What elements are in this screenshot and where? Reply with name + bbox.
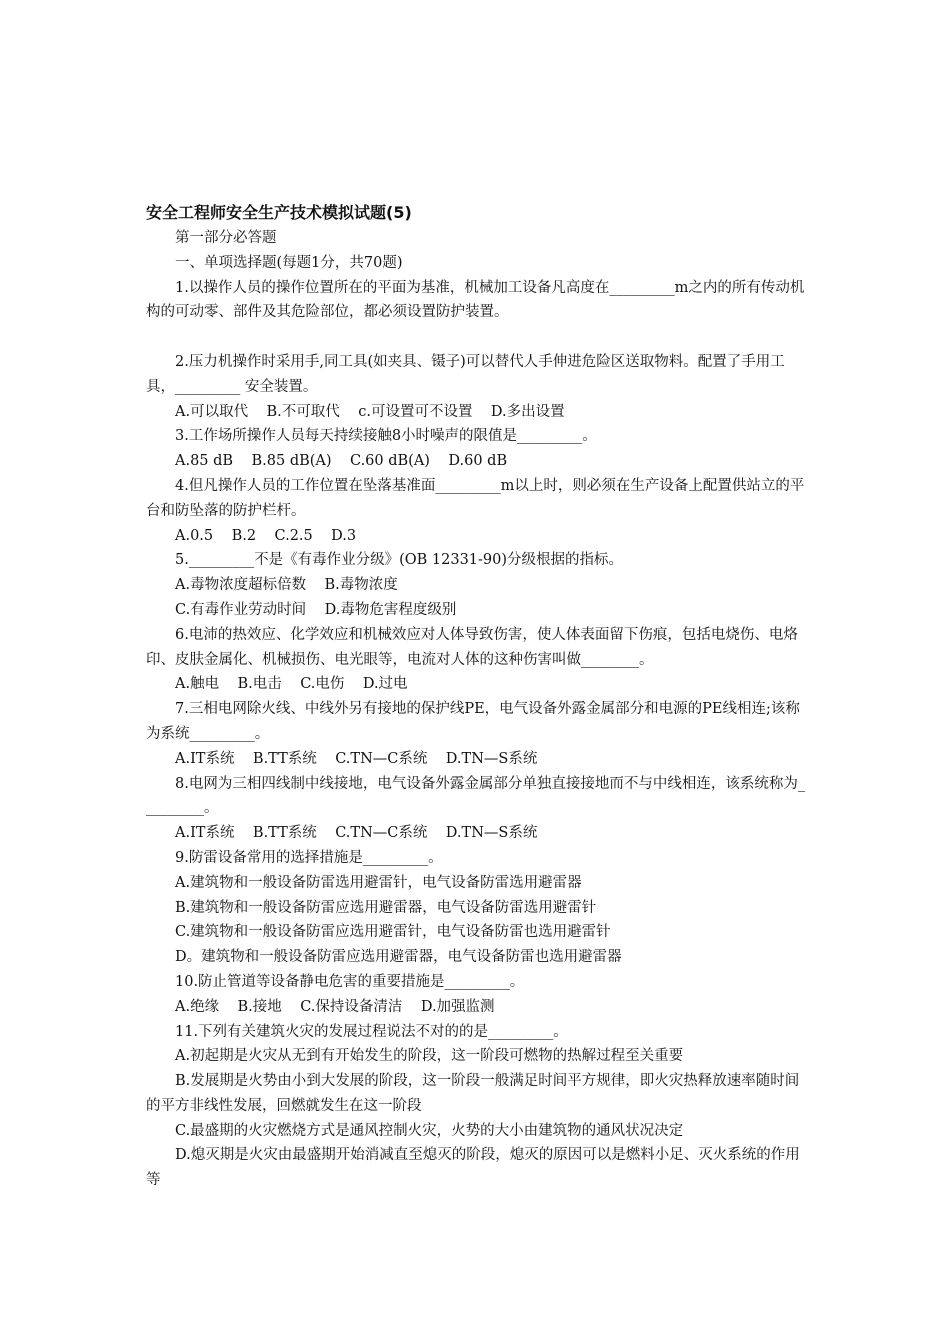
question-text: 3.工作场所操作人员每天持续接触8小时噪声的限值是_________。 [175, 428, 597, 445]
option-line: A.0.5 B.2 C.2.5 D.3 [175, 527, 357, 544]
question-text: 5._________不是《有毒作业分级》(OB 12331-90)分级根据的指标。 [175, 552, 624, 569]
question-text: 7.三相电网除火线、中线外另有接地的保护线PE，电气设备外露金属部分和电源的PE线相连;该称为系统_________。 [146, 701, 800, 742]
question-text: 8.电网为三相四线制中线接地，电气设备外露金属部分单独直接接地而不与中线相连，该系统称为_________。 [146, 775, 806, 817]
question-text: 2.压力机操作时采用手,同工具(如夹具、镊子)可以替代人手伸进危险区送取物料。配置了手用工具，_________ 安全装置。 [146, 353, 785, 395]
option-line: B.发展期是火势由小到大发展的阶段，这一阶段一般满足时间平方规律，即火灾热释放速率随时间的平方非线性发展，回燃就发生在这一阶段 [146, 1073, 800, 1114]
question-list [146, 276, 806, 1193]
question-text: 11.下列有关建筑火灾的发展过程说法不对的的是_________。 [175, 1023, 568, 1040]
option-line: C.有毒作业劳动时间 D.毒物危害程度级别 [175, 601, 457, 618]
question-text: 1.以操作人员的操作位置所在的平面为基准，机械加工设备凡高度在_________m之内的所有传动机构的可动零、部件及其危险部位，都必须设置防护装置。 [146, 279, 805, 321]
option-line: A.IT系统 B.TT系统 C.TN—C系统 D.TN—S系统 [175, 750, 538, 767]
option-line: A.可以取代 B.不可取代 c.可设置可不设置 D.多出设置 [175, 403, 565, 420]
section-heading: 一、单项选择题(每题1分，共70题) [175, 254, 403, 271]
question-text: 4.但凡操作人员的工作位置在坠落基准面_________m以上时，则必须在生产设备上配置供站立的平台和防坠落的防护栏杆。 [146, 477, 805, 519]
option-line: A.毒物浓度超标倍数 B.毒物浓度 [175, 577, 398, 594]
option-line: B.建筑物和一般设备防雷应选用避雷器，电气设备防雷选用避雷针 [175, 899, 597, 916]
option-line: C.最盛期的火灾燃烧方式是通风控制火灾，火势的大小由建筑物的通风状况决定 [175, 1122, 684, 1139]
option-line: A.绝缘 B.接地 C.保持设备清洁 D.加强监测 [175, 998, 495, 1015]
option-line: A.建筑物和一般设备防雷选用避雷针，电气设备防雷选用避雷器 [175, 874, 582, 891]
part-heading: 第一部分必答题 [175, 230, 277, 246]
option-line: C.建筑物和一般设备防雷应选用避雷针，电气设备防雷也选用避雷针 [175, 924, 611, 941]
document-body [146, 200, 806, 1193]
question-text: 6.电沛的热效应、化学效应和机械效应对人体导致伤害，使人体表面留下伤痕，包括电烧伤、电烙印、皮肤金属化、机械损伤、电光眼等，电流对人体的这种伤害叫做________。 [146, 626, 798, 668]
option-line: D。建筑物和一般设备防雷应选用避雷器，电气设备防雷也选用避雷器 [175, 949, 622, 966]
question-text: 10.防止管道等设备静电危害的重要措施是_________。 [175, 973, 525, 990]
option-line: A.初起期是火灾从无到有开始发生的阶段，这一阶段可燃物的热解过程至关重要 [175, 1048, 684, 1065]
document-title: 安全工程师安全生产技术模拟试题(5) [146, 203, 412, 222]
option-line: A.IT系统 B.TT系统 C.TN—C系统 D.TN—S系统 [175, 825, 538, 842]
blank-line [146, 325, 806, 350]
option-line: A.85 dB B.85 dB(A) C.60 dB(A) D.60 dB [175, 453, 508, 470]
option-line: A.触电 B.电击 C.电伤 D.过电 [175, 676, 408, 693]
question-text: 9.防雷设备常用的选择措施是_________。 [175, 849, 443, 866]
option-line: D.熄灭期是火灾由最盛期开始消减直至熄灭的阶段，熄灭的原因可以是燃料小足、灭火系统的作用等 [146, 1147, 800, 1189]
